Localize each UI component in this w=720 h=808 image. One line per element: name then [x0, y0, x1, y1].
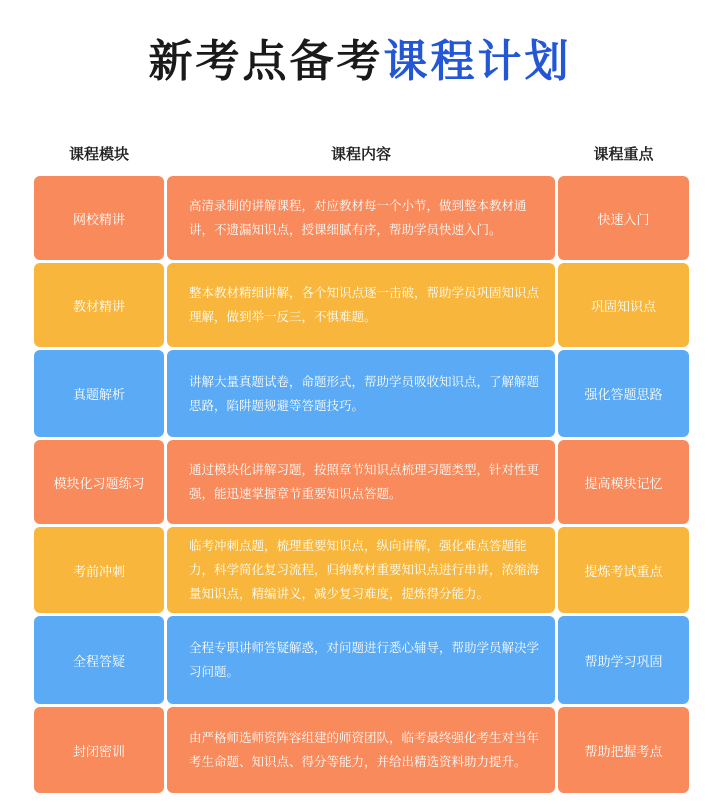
content-text: 全程专职讲师答疑解惑，对问题进行悉心辅导，帮助学员解决学习问题。	[189, 640, 540, 679]
content-cell	[167, 263, 555, 347]
content-cell	[167, 440, 555, 524]
header-focus: 课程重点	[593, 145, 654, 163]
focus-cell: 提高模块记忆	[558, 440, 689, 524]
header-content: 课程内容	[330, 145, 391, 163]
module-cell: 全程答疑	[34, 616, 164, 704]
table-row	[0, 707, 720, 793]
table-row	[0, 616, 720, 704]
content-cell	[167, 707, 555, 793]
table-row	[0, 263, 720, 347]
module-cell: 封闭密训	[34, 707, 164, 793]
focus-cell: 巩固知识点	[558, 263, 689, 347]
content-cell	[167, 616, 555, 704]
module-cell: 考前冲刺	[34, 527, 164, 613]
focus-cell: 帮助学习巩固	[558, 616, 689, 704]
table-row	[0, 350, 720, 437]
content-cell	[167, 350, 555, 437]
title-part-1: 新考点备考	[148, 36, 384, 87]
table-row	[0, 176, 720, 260]
focus-cell: 提炼考试重点	[558, 527, 689, 613]
table-row	[0, 527, 720, 613]
focus-cell: 快速入门	[558, 176, 689, 260]
module-cell: 网校精讲	[34, 176, 164, 260]
content-text: 高清录制的讲解课程，对应教材每一个小节，做到整本教材通讲，不遗漏知识点，授课细腻有序，帮助学员快速入门。	[189, 198, 527, 237]
content-text: 由严格师选师资阵容组建的师资团队，临考最终强化考生对当年考生命题、知识点、得分等能力，并给出精选资料助力提升。	[189, 730, 540, 769]
table-row	[0, 440, 720, 524]
module-cell: 真题解析	[34, 350, 164, 437]
module-cell: 教材精讲	[34, 263, 164, 347]
content-cell	[167, 527, 555, 613]
content-cell	[167, 176, 555, 260]
module-cell: 模块化习题练习	[34, 440, 164, 524]
content-text: 整本教材精细讲解，各个知识点逐一击破，帮助学员巩固知识点理解，做到举一反三，不惧难题。	[189, 285, 540, 324]
page-title	[0, 32, 720, 92]
content-text: 讲解大量真题试卷，命题形式，帮助学员吸收知识点，了解解题思路，陷阱题规避等答题技巧。	[189, 373, 540, 413]
focus-cell: 强化答题思路	[558, 350, 689, 437]
title-part-2: 课程计划	[383, 36, 572, 87]
content-text: 临考冲刺点题，梳理重要知识点，纵向讲解，强化难点答题能力，科学简化复习流程，归纳教材重要知识点进行串讲，浓缩海量知识点，精编讲义，减少复习难度，提炼得分能力。	[189, 538, 540, 601]
focus-cell: 帮助把握考点	[558, 707, 689, 793]
content-text: 通过模块化讲解习题，按照章节知识点梳理习题类型，针对性更强，能迅速掌握章节重要知识点答题。	[189, 462, 540, 501]
header-module: 课程模块	[68, 145, 129, 163]
